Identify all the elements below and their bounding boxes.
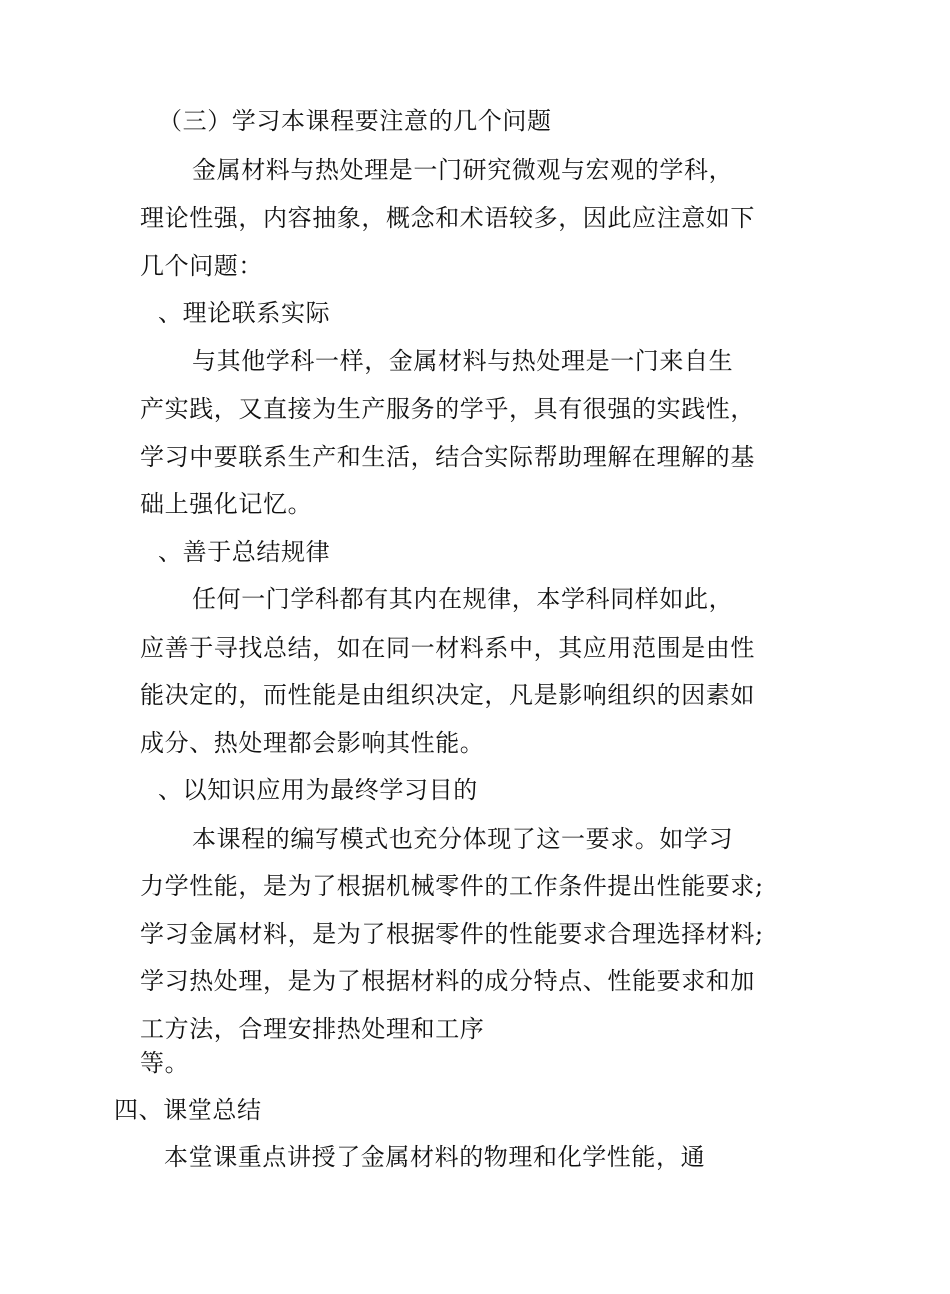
paragraph-line: 学习热处理，是为了根据材料的成分特点、性能要求和加 (140, 967, 755, 995)
paragraph-line: 金属材料与热处理是一门研究微观与宏观的学科， (192, 156, 734, 184)
paragraph-line: 理论性强，内容抽象，概念和术语较多，因此应注意如下 (140, 204, 755, 232)
paragraph-line: 工方法，合理安排热处理和工序 (140, 1015, 485, 1043)
point-3-title: 、以知识应用为最终学习目的 (158, 776, 478, 804)
paragraph-line: 与其他学科一样，金属材料与热处理是一门来自生 (192, 347, 734, 375)
paragraph-line: 本堂课重点讲授了金属材料的物理和化学性能，通 (164, 1143, 706, 1171)
paragraph-line: 能决定的，而性能是由组织决定，凡是影响组织的因素如 (140, 681, 755, 709)
paragraph-line: 应善于寻找总结，如在同一材料系中，其应用范围是由性 (140, 634, 755, 662)
paragraph-line: 学习中要联系生产和生活，结合实际帮助理解在理解的基 (140, 443, 755, 471)
section-3-heading: （三）学习本课程要注意的几个问题 (158, 107, 552, 135)
point-1-title: 、理论联系实际 (158, 299, 331, 327)
paragraph-line: 等。 (140, 1049, 190, 1077)
paragraph-line: 学习金属材料，是为了根据零件的性能要求合理选择材料; (140, 920, 764, 948)
paragraph-line: 任何一门学科都有其内在规律，本学科同样如此， (192, 585, 734, 613)
paragraph-line: 础上强化记忆。 (140, 490, 313, 518)
paragraph-line: 几个问题： (140, 252, 263, 280)
paragraph-line: 成分、热处理都会影响其性能。 (140, 729, 485, 757)
point-2-title: 、善于总结规律 (158, 538, 331, 566)
paragraph-line: 产实践，又直接为生产服务的学乎，具有很强的实践性， (140, 395, 755, 423)
paragraph-line: 本课程的编写模式也充分体现了这一要求。如学习 (192, 825, 734, 853)
section-4-heading: 四、课堂总结 (114, 1096, 262, 1124)
paragraph-line: 力学性能，是为了根据机械零件的工作条件提出性能要求; (140, 872, 764, 900)
